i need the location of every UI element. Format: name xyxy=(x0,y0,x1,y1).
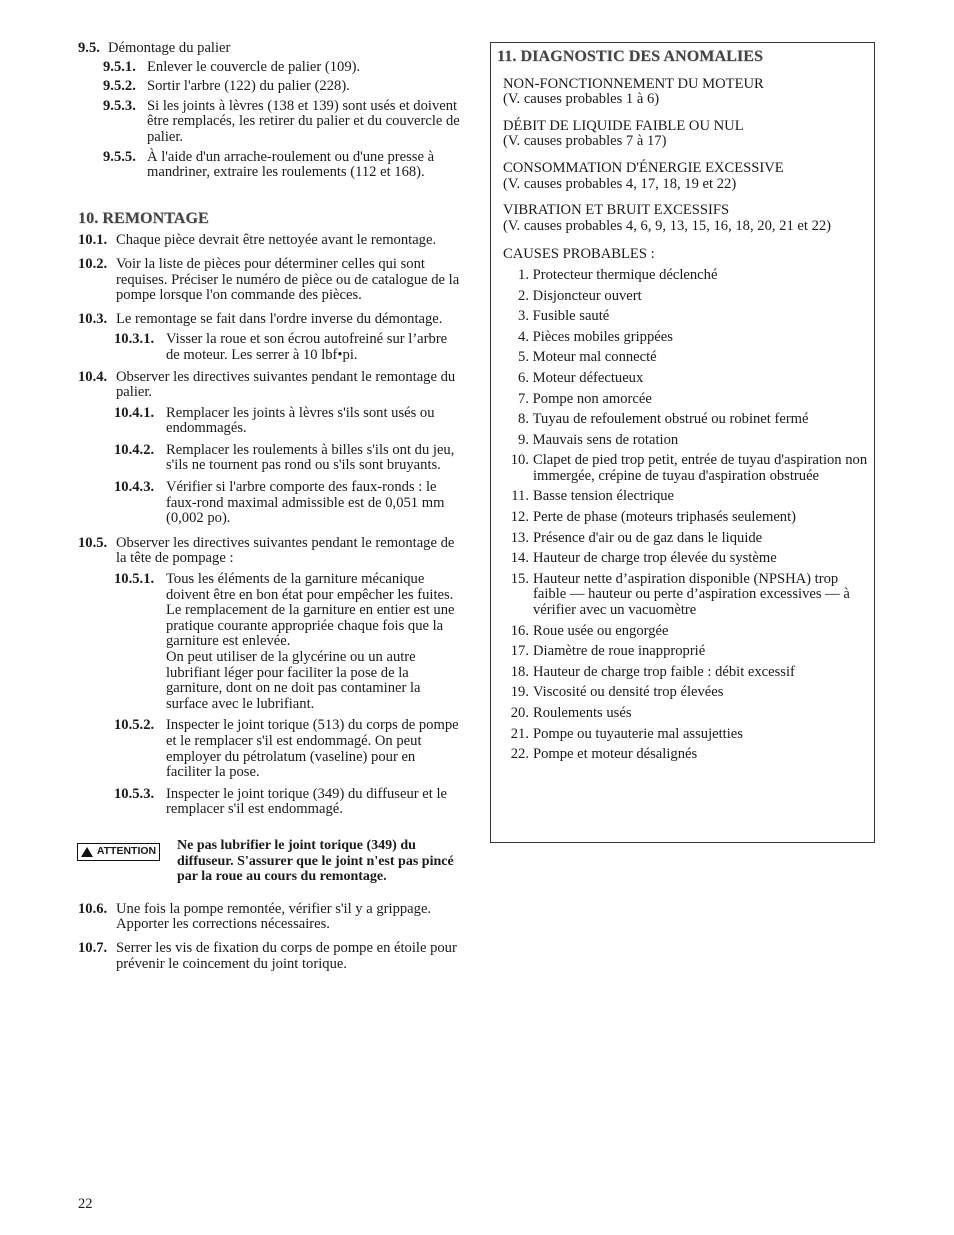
step-9-5-2: 9.5.2. Sortir l'arbre (122) du palier (228). xyxy=(103,79,464,95)
cause-item: 7. Pompe non amorcée xyxy=(518,390,652,407)
left-column xyxy=(78,41,464,980)
step-text: Observer les directives suivantes pendant le remontage de la tête de pompage : xyxy=(116,534,455,567)
cause-item: 15. Hauteur nette d’aspiration disponible (NPSHA) trop faible — hauteur ou perte d’aspiration excessives — à vérifier avec un vacuomètre xyxy=(510,570,850,619)
step-text: À l'aide d'un arrache-roulement ou d'une presse à mandriner, extraire les roulements (112 et 168). xyxy=(147,148,435,181)
symptom-ref: (V. causes probables 7 à 17) xyxy=(503,133,667,150)
cause-item: 12. Perte de phase (moteurs triphasés seulement) xyxy=(510,509,797,526)
step-text: Le remontage se fait dans l'ordre inverse du démontage. xyxy=(116,310,443,327)
step-text: Une fois la pompe remontée, vérifier s'il y a grippage. Apporter les corrections nécessaires. xyxy=(116,900,432,933)
cause-item: 6. Moteur défectueux xyxy=(518,369,644,386)
cause-item: 22. Pompe et moteur désalignés xyxy=(510,746,698,763)
warning-triangle-icon xyxy=(81,847,93,857)
cause-item: 10. Clapet de pied trop petit, entrée de tuyau d'aspiration non immergée, crépine de tuyau d'aspiration obstruée xyxy=(510,452,868,484)
cause-item: 16. Roue usée ou engorgée xyxy=(510,622,669,639)
attention-text: Ne pas lubrifier le joint torique (349) du diffuseur. S'assurer que le joint n'est pas pincé par la roue au cours du remontage. xyxy=(177,837,454,885)
step-text-continued: On peut utiliser de la glycérine ou un autre lubrifiant léger pour faciliter la pose de la garniture, dont on ne doit pas contaminer la surface avec le lubrifiant. xyxy=(166,649,421,712)
step-10-3-1: 10.3.1. Visser la roue et son écrou autofreiné sur l’arbre de moteur. Les serrer à 10 lbf•pi. xyxy=(114,332,464,363)
section-title-remontage: 10. REMONTAGE xyxy=(78,209,209,227)
page-number: 22 xyxy=(78,1196,93,1212)
step-text: Remplacer les roulements à billes s'ils ont du jeu, s'ils ne tournent pas rond ou s'ils sont bruyants. xyxy=(166,441,455,474)
cause-item: 14. Hauteur de charge trop élevée du système xyxy=(510,550,777,567)
step-10-3: 10.3. Le remontage se fait dans l'ordre inverse du démontage. xyxy=(78,312,464,328)
step-10-5-2: 10.5.2. Inspecter le joint torique (513) du corps de pompe et le remplacer s'il est endommagé. On peut employer du pétrolatum (vaseline) pour en faciliter la pose. xyxy=(114,718,464,780)
step-10-4-1: 10.4.1. Remplacer les joints à lèvres s'ils sont usés ou endommagés. xyxy=(114,406,464,437)
step-10-1: 10.1. Chaque pièce devrait être nettoyée avant le remontage. xyxy=(78,233,464,249)
cause-item: 8. Tuyau de refoulement obstrué ou robinet fermé xyxy=(518,411,809,428)
step-10-2: 10.2. Voir la liste de pièces pour déterminer celles qui sont requises. Préciser le numéro de pièce ou de catalogue de la pompe lorsque l'on commande des pièces. xyxy=(78,257,464,304)
step-text: Remplacer les joints à lèvres s'ils sont usés ou endommagés. xyxy=(166,404,435,437)
symptom-ref: (V. causes probables 4, 17, 18, 19 et 22) xyxy=(503,175,737,192)
step-9-5: 9.5. Démontage du palier xyxy=(78,41,464,57)
step-10-6: 10.6. Une fois la pompe remontée, vérifier s'il y a grippage. Apporter les corrections nécessaires. xyxy=(78,902,464,933)
symptom-motor xyxy=(503,77,874,108)
cause-item: 1. Protecteur thermique déclenché xyxy=(518,266,718,283)
step-text: Chaque pièce devrait être nettoyée avant le remontage. xyxy=(116,232,437,249)
step-9-5-1: 9.5.1. Enlever le couvercle de palier (109). xyxy=(103,60,464,76)
step-text: Serrer les vis de fixation du corps de pompe en étoile pour prévenir le coincement du joint torique. xyxy=(116,939,457,972)
section-title-diagnostic: 11. DIAGNOSTIC DES ANOMALIES xyxy=(497,48,763,65)
troubleshooting-box xyxy=(490,42,875,843)
symptom-heading: VIBRATION ET BRUIT EXCESSIFS xyxy=(503,202,730,219)
cause-item: 11. Basse tension électrique xyxy=(511,488,675,505)
cause-item: 21. Pompe ou tuyauterie mal assujetties xyxy=(510,725,743,742)
step-text: Vérifier si l'arbre comporte des faux-ronds : le faux-rond maximal admissible est de 0,051 mm (0,002 po). xyxy=(166,479,445,527)
symptom-heading: DÉBIT DE LIQUIDE FAIBLE OU NUL xyxy=(503,117,744,134)
step-text: Visser la roue et son écrou autofreiné sur l’arbre de moteur. Les serrer à 10 lbf•pi. xyxy=(166,331,448,363)
attention-notice xyxy=(77,838,464,885)
step-9-5-3: 9.5.3. Si les joints à lèvres (138 et 139) sont usés et doivent être remplacés, les retirer du palier et du couvercle de palier. xyxy=(103,99,464,146)
step-text: Inspecter le joint torique (349) du diffuseur et le remplacer s'il est endommagé. xyxy=(166,785,447,818)
cause-item: 2. Disjoncteur ouvert xyxy=(518,287,642,304)
step-10-5-3: 10.5.3. Inspecter le joint torique (349) du diffuseur et le remplacer s'il est endommagé. xyxy=(114,787,464,818)
step-text: Si les joints à lèvres (138 et 139) sont usés et doivent être remplacés, les retirer du palier et du couvercle de palier. xyxy=(147,97,460,145)
step-text: Démontage du palier xyxy=(108,40,231,56)
cause-item: 13. Présence d'air ou de gaz dans le liquide xyxy=(510,529,763,546)
symptom-flow xyxy=(503,119,874,150)
step-text: Voir la liste de pièces pour déterminer celles qui sont requises. Préciser le numéro de pièce ou de catalogue de la pompe lorsque l'on commande des pièces. xyxy=(116,255,460,304)
symptom-energy xyxy=(503,161,874,192)
cause-item: 5. Moteur mal connecté xyxy=(518,349,657,366)
step-10-5-1: 10.5.1. Tous les éléments de la garniture mécanique doivent être en bon état pour empêcher les fuites. Le remplacement de la garniture en entier est une pratique courante appropriée chaque fois que la garniture est enlevée. On peut utiliser de la glycérine ou un autre lubrifiant léger pour faciliter la pose de la garniture, dont on ne doit pas contaminer la surface avec le lubrifiant. xyxy=(114,571,455,712)
step-10-4-3: 10.4.3. Vérifier si l'arbre comporte des faux-ronds : le faux-rond maximal admissible est de 0,051 mm (0,002 po). xyxy=(114,480,464,527)
step-text: Inspecter le joint torique (513) du corps de pompe et le remplacer s'il est endommagé. On peut employer du pétrolatum (vaseline) pour en faciliter la pose. xyxy=(166,717,459,781)
symptom-ref: (V. causes probables 1 à 6) xyxy=(503,91,660,108)
cause-item: 20. Roulements usés xyxy=(510,705,632,721)
step-10-4-2: 10.4.2. Remplacer les roulements à billes s'ils ont du jeu, s'ils ne tournent pas rond ou s'ils sont bruyants. xyxy=(114,443,464,474)
symptom-heading: CONSOMMATION D'ÉNERGIE EXCESSIVE xyxy=(503,159,784,176)
step-text: Observer les directives suivantes pendant le remontage du palier. xyxy=(116,368,456,401)
step-10-4: 10.4. Observer les directives suivantes pendant le remontage du palier. xyxy=(78,370,464,401)
step-10-7: 10.7. Serrer les vis de fixation du corps de pompe en étoile pour prévenir le coincement du joint torique. xyxy=(78,941,464,972)
cause-item: 17. Diamètre de roue inapproprié xyxy=(510,643,706,660)
symptom-ref: (V. causes probables 4, 6, 9, 13, 15, 16, 18, 20, 21 et 22) xyxy=(503,217,832,234)
step-10-5: 10.5. Observer les directives suivantes pendant le remontage de la tête de pompage : xyxy=(78,536,464,567)
cause-item: 18. Hauteur de charge trop faible : débit excessif xyxy=(510,663,795,680)
symptom-vibration xyxy=(503,203,874,234)
step-text: Sortir l'arbre (122) du palier (228). xyxy=(147,78,350,95)
cause-item: 3. Fusible sauté xyxy=(518,308,610,325)
attention-badge: ATTENTION xyxy=(77,843,160,861)
step-9-5-5: 9.5.5. À l'aide d'un arrache-roulement ou d'une presse à mandriner, extraire les roulements (112 et 168). xyxy=(103,150,464,181)
step-text: Enlever le couvercle de palier (109). xyxy=(147,58,361,75)
step-text: Tous les éléments de la garniture mécanique doivent être en bon état pour empêcher les fuites. Le remplacement de la garniture en entier est une pratique courante appropriée chaque fois que la garniture est enlevée. xyxy=(166,571,455,650)
causes-heading: CAUSES PROBABLES : xyxy=(503,246,655,263)
cause-item: 19. Viscosité ou densité trop élevées xyxy=(510,684,724,701)
symptom-heading: NON-FONCTIONNEMENT DU MOTEUR xyxy=(503,75,764,92)
cause-item: 9. Mauvais sens de rotation xyxy=(518,431,679,448)
cause-item: 4. Pièces mobiles grippées xyxy=(518,328,673,345)
